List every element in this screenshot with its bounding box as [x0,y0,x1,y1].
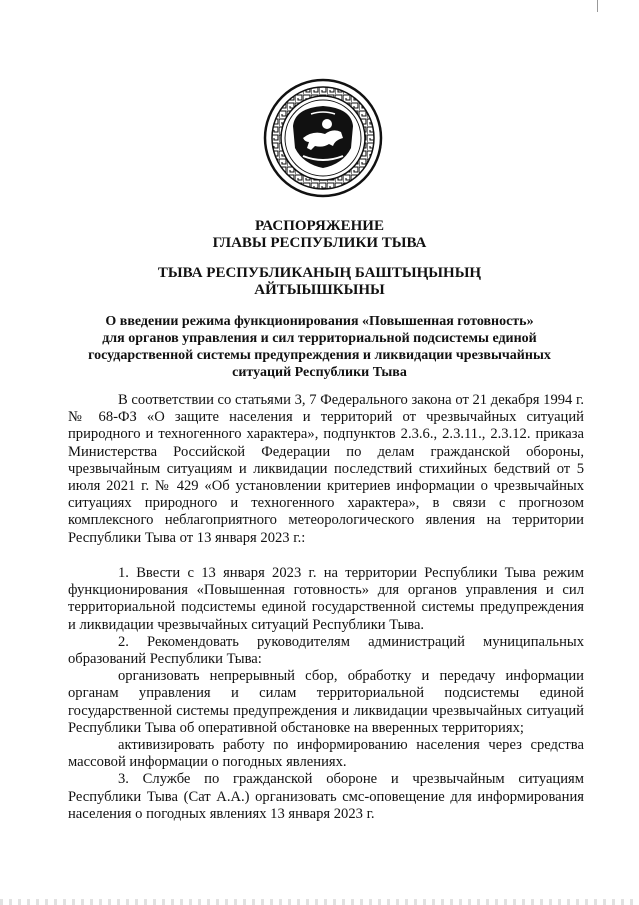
title-line-1: РАСПОРЯЖЕНИЕ [255,218,384,234]
item-2: 2. Рекомендовать руководителям администраций муниципальных образований Республики Тыва: [68,633,584,668]
document-title [0,218,639,252]
title-line-3: ТЫВА РЕСПУБЛИКАНЫҢ БАШТЫҢЫНЫҢ [157,265,482,281]
item-1: 1. Ввести с 13 января 2023 г. на территории Республики Тыва режим функционирования «Повышенная готовность» для органов управления и сил территориальной подсистемы единой государственной системы предупреждения и ликвидации чрезвычайных ситуаций Республики Тыва. [68,565,584,633]
page-edge-mark [597,0,598,12]
items-block [68,565,584,823]
item-2a: организовать непрерывный сбор, обработку и передачу информации органам управления и силам территориальной подсистемы единой государственной системы предупреждения и ликвидации чрезвычайных ситуаций Республики Тыва об оперативной обстановке на вверенных территориях; [68,668,584,736]
document-title-tyvan [0,265,639,299]
subject-line-3: государственной системы предупреждения и ликвидации чрезвычайных [88,348,551,363]
title-line-2: ГЛАВЫ РЕСПУБЛИКИ ТЫВА [212,235,427,251]
subject-line-1: О введении режима функционирования «Повышенная готовность» [105,314,534,329]
scan-artifacts [0,899,639,905]
subject-line-2: для органов управления и сил территориальной подсистемы единой [102,331,537,346]
title-line-4: АЙТЫЫШКЫНЫ [254,282,385,298]
republic-emblem [263,78,383,198]
item-2b: активизировать работу по информированию населения через средства массовой информации о погодных явлениях. [68,737,584,771]
subject-line-4: ситуаций Республики Тыва [232,365,407,380]
preamble-block [68,392,584,547]
document-subject [0,313,639,381]
item-3: 3. Службе по гражданской обороне и чрезвычайным ситуациям Республики Тыва (Сат А.А.) организовать смс-оповещение для информирования населения о погодных явлениях 13 января 2023 г. [68,771,584,822]
preamble-paragraph: В соответствии со статьями 3, 7 Федерального закона от 21 декабря 1994 г. № 68-ФЗ «О защите населения и территорий от чрезвычайных ситуаций природного и техногенного характера», подпунктов 2.3.6., 2.3.11., 2.3.12. приказа Министерства Российской Федерации по делам гражданской обороны, чрезвычайным ситуациям и ликвидации последствий стихийных бедствий от 5 июля 2021 г. № 429 «Об установлении критериев информации о чрезвычайных ситуациях природного и техногенного характера», в связи с прогнозом комплексного неблагоприятного метеорологического явления на территории Республики Тыва от 13 января 2023 г.: [68,392,584,546]
